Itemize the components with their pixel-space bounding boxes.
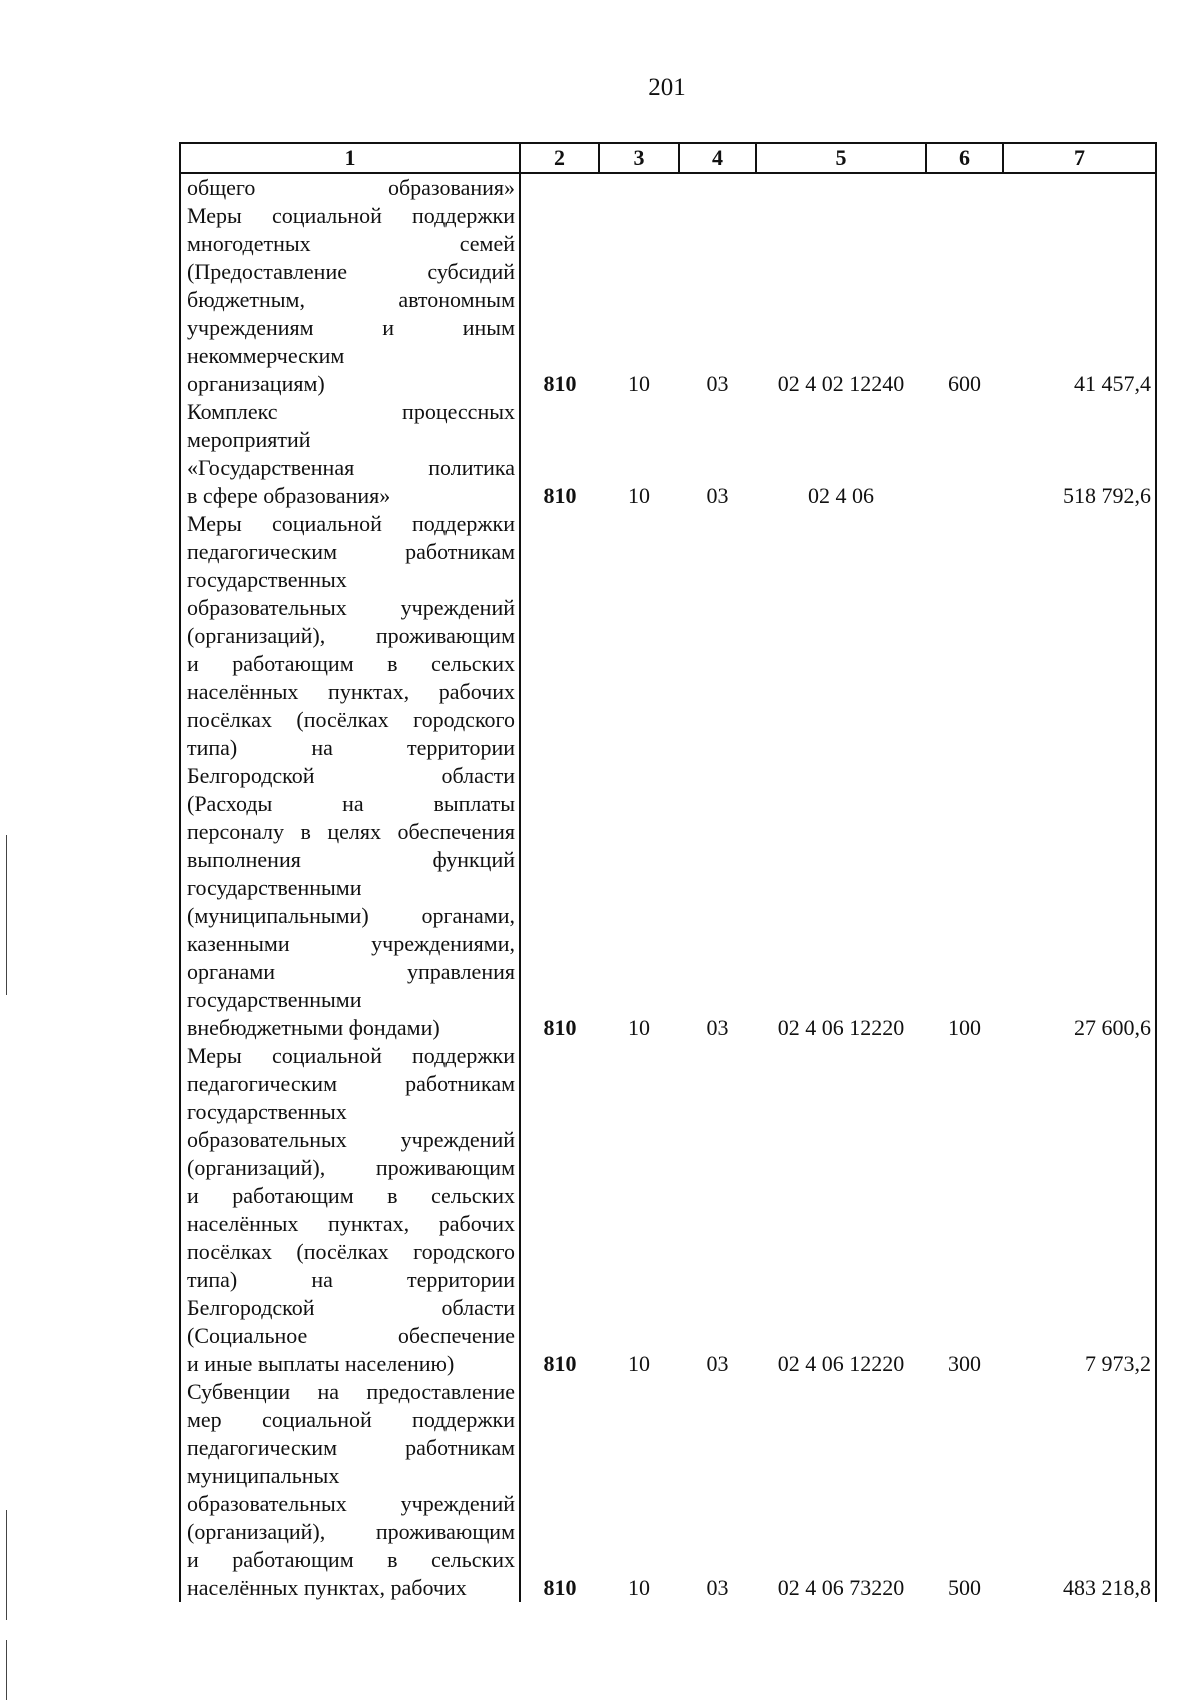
section-code: 10: [628, 483, 650, 508]
scan-edge-mark: [6, 1640, 7, 1700]
description-line: типа) на территории: [187, 735, 515, 760]
row-description: [180, 510, 520, 1042]
scan-edge-mark: [6, 1510, 7, 1620]
target-article-code: 02 4 06: [808, 483, 874, 508]
description-line: муниципальных: [187, 1463, 340, 1488]
header-row: [180, 143, 1156, 173]
description-line: (Расходы на выплаты: [187, 791, 515, 816]
budget-table: [179, 142, 1157, 1602]
description-line: населённых пунктах, рабочих: [187, 1211, 515, 1236]
description-line: педагогическим работникам: [187, 1435, 515, 1460]
description-line: Комплекс процессных: [187, 399, 515, 424]
description-line: образовательных учреждений: [187, 595, 515, 620]
description-line: учреждениям и иным: [187, 315, 515, 340]
target-article-code: 02 4 06 12220: [777, 1351, 905, 1376]
page-number: 201: [648, 74, 686, 101]
subsection-code: 03: [706, 1015, 729, 1040]
table-row: [180, 173, 1156, 398]
subsection-code: 03: [706, 1575, 729, 1600]
section-code: 10: [628, 1351, 650, 1376]
description-line: внебюджетными фондами): [187, 1015, 440, 1040]
description-line: многодетных семей: [187, 231, 515, 256]
table-row: [180, 1042, 1156, 1378]
section-code: 10: [628, 1575, 650, 1600]
description-line: образовательных учреждений: [187, 1491, 515, 1516]
description-line: педагогическим работникам: [187, 1071, 515, 1096]
ministry-code: 810: [520, 1042, 599, 1378]
header-cell-2: 2: [520, 143, 599, 173]
description-line: Меры социальной поддержки: [187, 1043, 515, 1068]
header-cell-6: 6: [926, 143, 1003, 173]
description-line: (Предоставление субсидий: [187, 259, 515, 284]
table-row: [180, 510, 1156, 1042]
description-line: (организаций), проживающим: [187, 1155, 515, 1180]
description-line: государственных: [187, 567, 347, 592]
row-description: [180, 398, 520, 510]
expense-type-code: [926, 398, 1003, 510]
expense-type-code: 100: [948, 1015, 981, 1040]
expense-type-code: 300: [948, 1351, 981, 1376]
description-line: (муниципальными) органами,: [187, 903, 515, 928]
description-line: (организаций), проживающим: [187, 1519, 515, 1544]
header-cell-7: 7: [1003, 143, 1156, 173]
expense-type-code: 500: [948, 1575, 981, 1600]
subsection-code: 03: [706, 371, 729, 396]
description-line: и работающим в сельских: [187, 651, 515, 676]
description-line: органами управления: [187, 959, 515, 984]
description-line: посёлках (посёлках городского: [187, 707, 515, 732]
table-row: [180, 398, 1156, 510]
description-line: бюджетным, автономным: [187, 287, 515, 312]
amount: 7 973,2: [1003, 1042, 1156, 1378]
description-line: (Социальное обеспечение: [187, 1323, 515, 1348]
row-description: [180, 1042, 520, 1378]
row-description: [180, 1378, 520, 1602]
description-line: населённых пунктах, рабочих: [187, 679, 515, 704]
header-cell-5: 5: [756, 143, 926, 173]
description-line: и работающим в сельских: [187, 1183, 515, 1208]
row-description: [180, 173, 520, 398]
description-line: государственных: [187, 1099, 347, 1124]
description-line: государственными: [187, 987, 362, 1012]
table-row: [180, 1378, 1156, 1602]
description-line: образовательных учреждений: [187, 1127, 515, 1152]
description-line: общего образования»: [187, 175, 515, 200]
description-line: Белгородской области: [187, 1295, 515, 1320]
description-line: Субвенции на предоставление: [187, 1379, 515, 1404]
ministry-code: 810: [520, 398, 599, 510]
description-line: Белгородской области: [187, 763, 515, 788]
description-line: казенными учреждениями,: [187, 931, 515, 956]
amount: 27 600,6: [1003, 510, 1156, 1042]
amount: 41 457,4: [1003, 173, 1156, 398]
target-article-code: 02 4 02 12240: [777, 371, 905, 396]
target-article-code: 02 4 06 73220: [777, 1575, 905, 1600]
description-line: мер социальной поддержки: [187, 1407, 515, 1432]
description-line: Меры социальной поддержки: [187, 203, 515, 228]
description-line: педагогическим работникам: [187, 539, 515, 564]
description-line: выполнения функций: [187, 847, 515, 872]
description-line: государственными: [187, 875, 362, 900]
description-line: в сфере образования»: [187, 483, 391, 508]
description-line: Меры социальной поддержки: [187, 511, 515, 536]
description-line: «Государственная политика: [187, 455, 515, 480]
subsection-code: 03: [706, 1351, 729, 1376]
description-line: некоммерческим: [187, 343, 345, 368]
description-line: населённых пунктах, рабочих: [187, 1575, 467, 1600]
description-line: типа) на территории: [187, 1267, 515, 1292]
amount: 483 218,8: [1003, 1378, 1156, 1602]
header-cell-1: 1: [180, 143, 520, 173]
ministry-code: 810: [520, 173, 599, 398]
section-code: 10: [628, 371, 650, 396]
description-line: и работающим в сельских: [187, 1547, 515, 1572]
section-code: 10: [628, 1015, 650, 1040]
description-line: организациям): [187, 371, 325, 396]
description-line: и иные выплаты населению): [187, 1351, 455, 1376]
subsection-code: 03: [706, 483, 729, 508]
target-article-code: 02 4 06 12220: [777, 1015, 905, 1040]
ministry-code: 810: [520, 1378, 599, 1602]
expense-type-code: 600: [948, 371, 981, 396]
amount: 518 792,6: [1003, 398, 1156, 510]
header-cell-3: 3: [599, 143, 679, 173]
header-cell-4: 4: [679, 143, 756, 173]
description-line: посёлках (посёлках городского: [187, 1239, 515, 1264]
scan-edge-mark: [6, 835, 7, 995]
description-line: персоналу в целях обеспечения: [187, 819, 515, 844]
description-line: мероприятий: [187, 427, 311, 452]
description-line: (организаций), проживающим: [187, 623, 515, 648]
ministry-code: 810: [520, 510, 599, 1042]
